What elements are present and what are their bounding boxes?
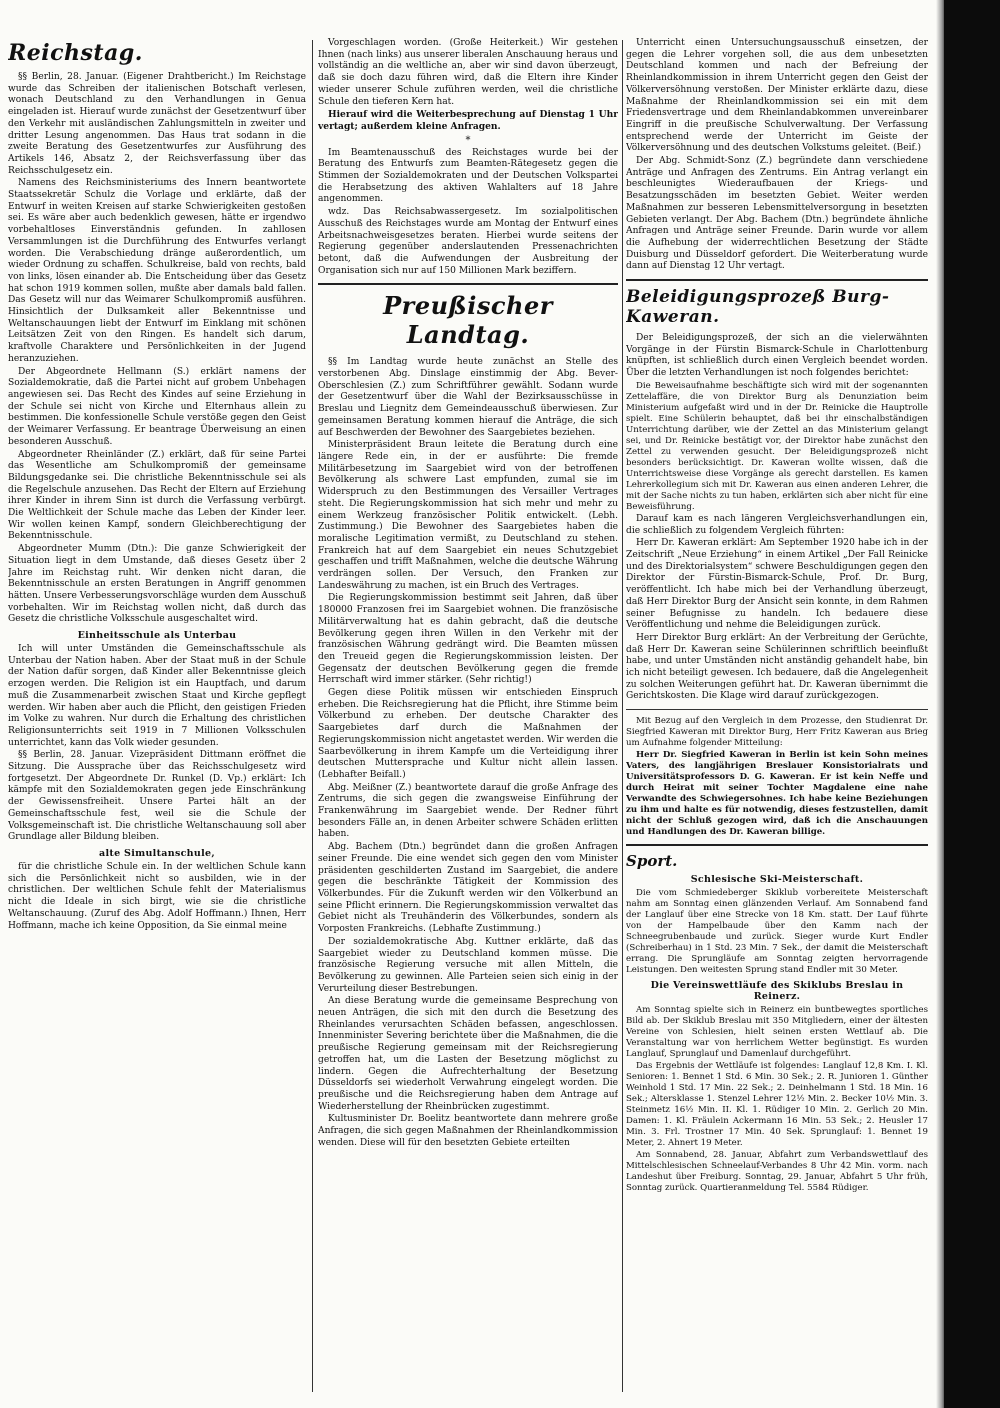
article-paragraph: Abg. Bachem (Dtn.) begründet dann die großen Anfragen seiner Freunde. Die eine wendet sich gegen den vom Minister präsidenten geschilderten Zustand im Saargebiet, die andere gegen die beschränkte Tätigkeit der Kommission des Völkerbundes. Für die Zukunft werden wir den Völkerbund an seine Pflicht erinnern. Die Regierungskommission verwaltet das Gebiet nicht als Treuhänderin des Völkerbundes, sondern als Vorposten Frankreichs. (Lebhafte Zustimmung.) xyxy=(318,842,618,935)
article-paragraph: §§ Berlin, 28. Januar. (Eigener Drahtbericht.) Im Reichstage wurde das Schreiben der italienischen Botschaft verlesen, wonach Deutschland zu den Verhandlungen in Genua eingeladen ist. Hierauf wurde zunächst der Gesetzentwurf über den Verkehr mit ausländischen Zahlungsmitteln in zweiter und dritter Lesung angenommen. Das Haus trat sodann in die zweite Beratung des Gesetzentwurfes zur Ausführung des Artikels 146, Absatz 2, der Reichsverfassung über das Reichsschulgesetz ein. xyxy=(8,72,306,176)
section-rule xyxy=(318,283,618,285)
article-paragraph: Ministerpräsident Braun leitete die Beratung durch eine längere Rede ein, in der er ausführte: Die fremde Militärbesetzung im Saargebiet wird von der betroffenen Bevölkerung als schwere Last empfunden, zumal sie im Widerspruch zu den Bestimmungen des Versailler Vertrages steht. Die Regierungskommission hat sich mehr und mehr zu einem Werkzeug französischer Politik entwickelt. (Lebh. Zustimmung.) Die Bewohner des Saargebietes haben die moralische Legitimation vermißt, zu Deutschland zu stehen. Frankreich hat auf dem Saargebiet ein neues Schutzgebiet geschaffen und trifft Maßnahmen, welche die deutsche Währung verdrängen sollen. Der Versuch, den Franken zur Landeswährung zu machen, ist ein Bruch des Vertrages. xyxy=(318,440,618,591)
article-paragraph: Abgeordneter Mumm (Dtn.): Die ganze Schwierigkeit der Situation liegt in dem Umstande, daß dieses Gesetz über 2 Jahre im Reichstag ruht. Wir denken nicht daran, die Bekenntnisschule an ersten Beratungen in Angriff genommen hätten. Unsere Verbesserungsvorschläge wurden dem Ausschuß vorbehalten. Wir im Reichstag wollen nicht, daß durch das Gesetz die christliche Volksschule ausgeschaltet wird. xyxy=(8,544,306,625)
article-paragraph: Am Sonntag spielte sich in Reinerz ein buntbewegtes sportliches Bild ab. Der Skiklub Breslau mit 350 Mitgliedern, einer der ältesten Vereine von Schlesien, hielt seinen ersten Wettlauf ab. Die Veranstaltung war von herrlichem Wetter begünstigt. Es wurden Langlauf, Sprunglauf und Damenlauf durchgeführt. xyxy=(626,1005,928,1060)
article-paragraph: Namens des Reichsministeriums des Innern beantwortete Staatssekretär Schulz die Vorlage und erklärte, daß der Entwurf in weiten Kreisen auf starke Schwierigkeiten gestoßen sei. Es wäre aber auch bedenklich gewesen, hätte er irgendwo vorbehaltloses Einverständnis gefunden. In zahllosen Versammlungen ist die Durchführung des Entwurfes verlangt worden. Die Verabschiedung dränge außerordentlich, um wieder Ordnung zu schaffen. Schulkreise, bald von rechts, bald von links, lösen einander ab. Die Entscheidung über das Gesetz hat schon 1919 kommen sollen, mußte aber damals bald fallen. Das Gesetz will nur das Weimarer Schulkompromiß ausführen. Hinsichtlich der Dulksamkeit aller Bekenntnisse und Weltanschauungen liebt der Entwurf im Einklang mit schönen Leitsätzen Zeit von den Ringen. Es handelt sich darum, kraftvolle Charaktere und Persönlichkeiten in der Jugend heranzuziehen. xyxy=(8,178,306,364)
article-paragraph: Herr Dr. Siegfried Kaweran in Berlin ist kein Sohn meines Vaters, des langjährigen Breslauer Konsistorialrats und Universitätsprofessors D. G. Kaweran. Er ist kein Neffe und durch Heirat mit seiner Tochter Magdalene eine nahe Verwandte des Schwiegersohnes. Ich habe keine Beziehungen zu ihm und halte es für notwendig, dieses festzustellen, damit nicht der Schluß gezogen wird, daß ich die Anschauungen und Handlungen des Dr. Kaweran billige. xyxy=(626,750,928,838)
column-right xyxy=(626,38,928,1398)
article-paragraph: §§ Im Landtag wurde heute zunächst an Stelle des verstorbenen Abg. Dinslage einstimmig der Abg. Bever-Oberschlesien (Z.) zum Schriftführer gewählt. Sodann wurde der Gesetzentwurf über die Wahl der Bezirksausschüsse in Breslau und Liegnitz dem Gemeindeausschuß überwiesen. Zur gemeinsamen Beratung kommen hierauf die Anträge, die sich auf Beschwerden der Bewohner des Saargebietes beziehen. xyxy=(318,357,618,438)
article-paragraph: Die Regierungskommission bestimmt seit Jahren, daß über 180000 Franzosen frei im Saargebiet wohnen. Die französische Militärverwaltung hat es dahin gebracht, daß die deutsche Bevölkerung gegen ihren Willen in den Verkehr mit der französischen Währung gedrängt wird. Die Beamten müssen den Treueid gegen die Regierungskommission leisten. Der Gegensatz der deutschen Bevölkerung gegen die fremde Herrschaft wird immer stärker. (Sehr richtig!) xyxy=(318,593,618,686)
article-paragraph: Der sozialdemokratische Abg. Kuttner erklärte, daß das Saargebiet wieder zu Deutschland kommen müsse. Die französische Regierung versuche mit allen Mitteln, die Bevölkerung zu gewinnen. Alle Parteien seien sich einig in der Verurteilung dieser Bestrebungen. xyxy=(318,936,618,994)
article-paragraph: wdz. Das Reichsabwassergesetz. Im sozialpolitischen Ausschuß des Reichstages wurde am Montag der Entwurf eines Arbeitsnachweisgesetzes beraten. Hierbei wurde seitens der Regierung gegenüber anderslautenden Pressenachrichten betont, daß die Aufwendungen der Ausbreitung der Organisation sich nur auf 150 Millionen Mark beziffern. xyxy=(318,207,618,276)
article-paragraph: Am Sonnabend, 28. Januar, Abfahrt zum Verbandswettlauf des Mittelschlesischen Schneelauf-Verbandes 8 Uhr 42 Min. vorm. nach Landeshut über Freiburg. Sonntag, 29. Januar, Abfahrt 5 Uhr früh, Sonntag zurück. Quartieranmeldung Tel. 5584 Rüdiger. xyxy=(626,1150,928,1194)
article-paragraph: Herr Dr. Kaweran erklärt: Am September 1920 habe ich in der Zeitschrift „Neue Erziehung“ in einem Artikel „Der Fall Reinicke und des Direktorialsystem“ schwere Beschuldigungen gegen den Direktor der Fürstin-Bismarck-Schule, Prof. Dr. Burg, veröffentlicht. Ich habe mich bei der Verhandlung überzeugt, daß Herr Direktor Burg der Ansicht sein konnte, in dem Rahmen seiner Befugnisse zu handeln. Ich bedauere diese Veröffentlichung und nehme die Beleidigungen zurück. xyxy=(626,538,928,631)
article-paragraph: Abgeordneter Rheinländer (Z.) erklärt, daß für seine Partei das Wesentliche am Schulkompromiß der gemeinsame Bildungsgedanke sei. Die christliche Bekenntnisschule sei als die Regelschule anzusehen. Das Recht der Eltern auf Erziehung ihrer Kinder in ihrem Sinn ist durch die Verfassung verbürgt. Die Weltlichkeit der Schule mache das Leben der Kinder leer. Wir wollen keinen Kampf, sondern Gleichberechtigung der Bekenntnisschule. xyxy=(8,449,306,542)
section-subheading: Einheitsschule als Unterbau xyxy=(77,630,237,642)
column-left xyxy=(8,38,306,1398)
article-paragraph: Herr Direktor Burg erklärt: An der Verbreitung der Gerüchte, daß Herr Dr. Kaweran seine Schülerinnen schriftlich beeinflußt habe, und unter Umständen nicht anständig gehandelt habe, bin ich nicht beteiligt gewesen. Ich bedauere, daß die Angelegenheit zu solchen Weiterungen geführt hat. Dr. Kaweran übernimmt die Gerichtskosten. Die Klage wird darauf zurückgezogen. xyxy=(626,632,928,702)
article-paragraph: Im Beamtenausschuß des Reichstages wurde bei der Beratung des Entwurfs zum Beamten-Rätegesetz gegen die Stimmen der Sozialdemokraten und der Deutschen Volkspartei die Herabsetzung des aktiven Wahlalters auf 18 Jahre angenommen. xyxy=(318,147,618,205)
landtag-heading: Preußischer Landtag. xyxy=(383,291,553,350)
article-paragraph: Das Ergebnis der Wettläufe ist folgendes: Langlauf 12,8 Km. I. Kl. Senioren: 1. Bennet 1 Std. 6 Min. 30 Sek.; 2. R. Junioren 1. Günther Weinhold 1 Std. 17 Min. 22 Sek.; 2. Deinhelmann 1 Std. 18 Min. 16 Sek.; Altersklasse 1. Stenzel Lehrer 12½ Min. 2. Becker 10½ Min. 3. Steinmetz 16½ Min. II. Kl. 1. Rüdiger 10 Min. 2. Gerlich 20 Min. Damen: 1. Kl. Fräulein Ackermann 16 Min. 53 Sek.; 2. Heusler 17 Min. 3. Frl. Trostner 17 Min. 40 Sek. Sprunglauf: 1. Bennet 19 Meter, 2. Ahnert 19 Meter. xyxy=(626,1061,928,1149)
prozess-heading: Beleidigungsprozeß Burg-Kaweran. xyxy=(626,287,890,328)
scan-dark-border xyxy=(944,0,1000,1408)
column-middle xyxy=(318,38,618,1398)
column-divider xyxy=(312,40,313,1392)
article-paragraph: §§ Berlin, 28. Januar. Vizepräsident Dittmann eröffnet die Sitzung. Die Aussprache über das Reichsschulgesetz wird fortgesetzt. Der Abgeordnete Dr. Runkel (D. Vp.) erklärt: Ich kämpfe mit den Sozialdemokraten gegen jede Einschränkung der Gewissensfreiheit. Unsere Partei hält an der Gemeinschaftsschule fest, weil sie die Schule der Volksgemeinschaft ist. Die christliche Weltanschauung soll aber Grundlage aller Bildung bleiben. xyxy=(8,750,306,843)
article-paragraph: Hierauf wird die Weiterbesprechung auf Dienstag 1 Uhr vertagt; außerdem kleine Anfragen. xyxy=(318,109,618,132)
article-paragraph: für die christliche Schule ein. In der weltlichen Schule kann sich die Persönlichkeit nicht so ausbilden, wie in der christlichen. Der weltlichen Schule fehlt der Materialismus nicht die Ideale in sich birgt, wie sie die christliche Weltanschauung. (Zuruf des Abg. Adolf Hoffmann.) Ihnen, Herr Hoffmann, mache ich keine Opposition, da Sie einmal meine xyxy=(8,862,306,931)
section-subheading: alte Simultanschule, xyxy=(99,848,215,859)
article-paragraph: Darauf kam es nach längeren Vergleichsverhandlungen ein, die schließlich zu folgendem Vergleich führten: xyxy=(626,513,928,536)
article-paragraph: Kultusminister Dr. Boelitz beantwortete dann mehrere große Anfragen, die sich gegen Maßnahmen der Rheinlandkommission wenden. Diese will für den besetzten Gebiete erteilten xyxy=(318,1114,618,1148)
article-paragraph: Abg. Meißner (Z.) beantwortete darauf die große Anfrage des Zentrums, die sich gegen die zwangsweise Einführung der Frankenwährung im Saargebiet wende. Der Redner führt besonders Fälle an, in denen Arbeiter schwere Schäden erlitten haben. xyxy=(318,782,618,840)
section-rule xyxy=(626,279,928,281)
article-paragraph: Vorgeschlagen worden. (Große Heiterkeit.) Wir gestehen Ihnen (nach links) aus unserer liberalen Anschauung heraus und vollständig an die weltliche an, aber wir sind davon überzeugt, daß sie doch dazu führen wird, daß die Eltern ihre Kinder wieder unserer Schule zuführen werden, weil die christliche Schule den tieferen Kern hat. xyxy=(318,38,618,107)
article-paragraph: Der Beleidigungsprozeß, der sich an die vielerwähnten Vorgänge in der Fürstin Bismarck-Schule in Charlottenburg knüpften, ist schließlich durch einen Vergleich beendet worden. Über die letzten Verhandlungen ist noch folgendes berichtet: xyxy=(626,333,928,379)
section-rule xyxy=(626,709,928,710)
sport-heading: Sport. xyxy=(626,852,678,871)
article-paragraph: Gegen diese Politik müssen wir entschieden Einspruch erheben. Die Reichsregierung hat die Pflicht, ihre Stimme beim Völkerbund zu erheben. Der deutsche Charakter des Saargebietes darf durch die Maßnahmen der Regierungskommission nicht angetastet werden. Wir werden die Saarbevölkerung in ihrem Kampfe um die Verteidigung ihrer deutschen Muttersprache und Kultur nicht allein lassen. (Lebhafter Beifall.) xyxy=(318,688,618,780)
article-paragraph: Der Abgeordnete Hellmann (S.) erklärt namens der Sozialdemokratie, daß die Partei nicht auf grobem Unbehagen angewiesen sei. Das Recht des Kindes auf seine Erziehung in der Schule sei nicht von Kirche und Elternhaus allein zu bestimmen. Die konfessionelle Schule verstöße gegen den Geist der Weimarer Verfassung. Er beantrage Überweisung an einen besonderen Ausschuß. xyxy=(8,366,306,447)
article-paragraph: Die vom Schmiedeberger Skiklub vorbereitete Meisterschaft nahm am Sonntag einen glänzenden Verlauf. Am Sonnabend fand der Langlauf über eine Strecke von 18 Km. statt. Der Lauf führte von der Hampelbaude über den Kamm nach der Schneegrubenbaude und zurück. Sieger wurde Kurt Endler (Schreiberhau) in 1 Std. 23 Min. 7 Sek., der damit die Meisterschaft errang. Die Sprungläufe am Sonntag zeigten hervorragende Leistungen. Den weitesten Sprung stand Endler mit 30 Meter. xyxy=(626,888,928,976)
sport-subheading: Schlesische Ski-Meisterschaft. xyxy=(690,874,864,886)
reichstag-heading: Reichstag. xyxy=(8,40,143,66)
sport-subheading: Die Vereinswettläufe des Skiklubs Breslau in Reinerz. xyxy=(650,980,904,1003)
separator-asterisk: * xyxy=(465,134,471,146)
article-paragraph: Die Beweisaufnahme beschäftigte sich wird mit der sogenannten Zettelaffäre, die von Direktor Burg als Denunziation beim Ministerium aufgefaßt wird und in der Dr. Reinicke die Hauptrolle spielt. Eine Schülerin behauptet, daß bei ihr einschalbständigen Unterrichtung darüber, wie der Zettel an das Ministerium gelangt sei, und Dr. Reinicke bestätigt vor, der Direktor habe zunächst den Zettel zu verwenden gesucht. Der Beleidigungsprozeß nicht besonders berücksichtigt. Dr. Kaweran wollte wissen, daß die Unterrichtsweise diese Vorgänge als gerecht darstellen. Es kamen Lehrerkollegium sich mit Dr. Kaweran aus einen anderen Lehrer, die mit der Sache nichts zu tun haben, erklärten sich aber nicht für eine Beweisführung. xyxy=(626,380,928,512)
section-rule xyxy=(626,844,928,846)
article-paragraph: Mit Bezug auf den Vergleich in dem Prozesse, den Studienrat Dr. Siegfried Kaweran mit Direktor Burg, Herr Fritz Kaweran aus Brieg um Aufnahme folgender Mitteilung: xyxy=(626,716,928,749)
column-divider xyxy=(622,40,623,1392)
article-paragraph: Ich will unter Umständen die Gemeinschaftsschule als Unterbau der Nation haben. Aber der Staat muß in der Schule der Nation dafür sorgen, daß Kinder aller Bekenntnisse gleich erzogen werden. Die Religion ist ein Hauptfach, und darum muß die Zusammenarbeit zwischen Staat und Kirche gepflegt werden. Wir haben aber auch die Pflicht, den geistigen Frieden im Volke zu wahren. Nur durch die Erhaltung des christlichen Religionsunterrichts seit 1919 in 7 Millionen Volksschulen unterrichtet, kann das Volk wieder gesunden. xyxy=(8,644,306,748)
article-paragraph: Unterricht einen Untersuchungsausschuß einsetzen, der gegen die Lehrer vorgehen soll, die aus dem unbesetzten Deutschland kommen und nach der Befreiung der Rheinlandkommission in ihrem Unterricht gegen den Geist der Völkerversöhnung verstoßen. Der Minister erklärte dazu, diese Maßnahme der Rheinlandkommission sei ein mit dem Friedensvertrage und dem Rheinlandabkommen unvereinbarer Eingriff in die preußische Schulverwaltung. Der Verfassung entsprechend werde der Unterricht im Geiste der Völkerversöhnung und des deutschen Volkstums geleitet. (Beif.) xyxy=(626,38,928,154)
article-paragraph: An diese Beratung wurde die gemeinsame Besprechung von neuen Anträgen, die sich mit den durch die Besetzung des Rheinlandes verursachten Schäden befassen, angeschlossen. Innenminister Severing berichtete über die Maßnahmen, die die preußische Regierung gemeinsam mit der Reichsregierung getroffen hat, um die Lasten der Besetzung möglichst zu lindern. Gegen die Aufrechterhaltung der Besetzung Düsseldorfs sei wiederholt Verwahrung eingelegt worden. Die preußische und die Reichsregierung haben dem Antrage auf Wiederherstellung der Rheinbrücken zugestimmt. xyxy=(318,996,618,1112)
article-paragraph: Der Abg. Schmidt-Sonz (Z.) begründete dann verschiedene Anträge und Anfragen des Zentrums. Ein Antrag verlangt ein beschleunigtes Wiederaufbauen der Kriegs- und Besatzungsschäden im besetzten Gebiet. Weiter werden Maßnahmen zur besseren Lebensmittelversorgung in besetzten Gebieten verlangt. Der Abg. Bachem (Dtn.) begründete ähnliche Anfragen und Anträge seiner Freunde. Darin wurde vor allem die Aufhebung der widerrechtlichen Besetzung der Städte Duisburg und Düsseldorf gefordert. Die Weiterberatung wurde dann auf Dienstag 12 Uhr vertagt. xyxy=(626,156,928,272)
